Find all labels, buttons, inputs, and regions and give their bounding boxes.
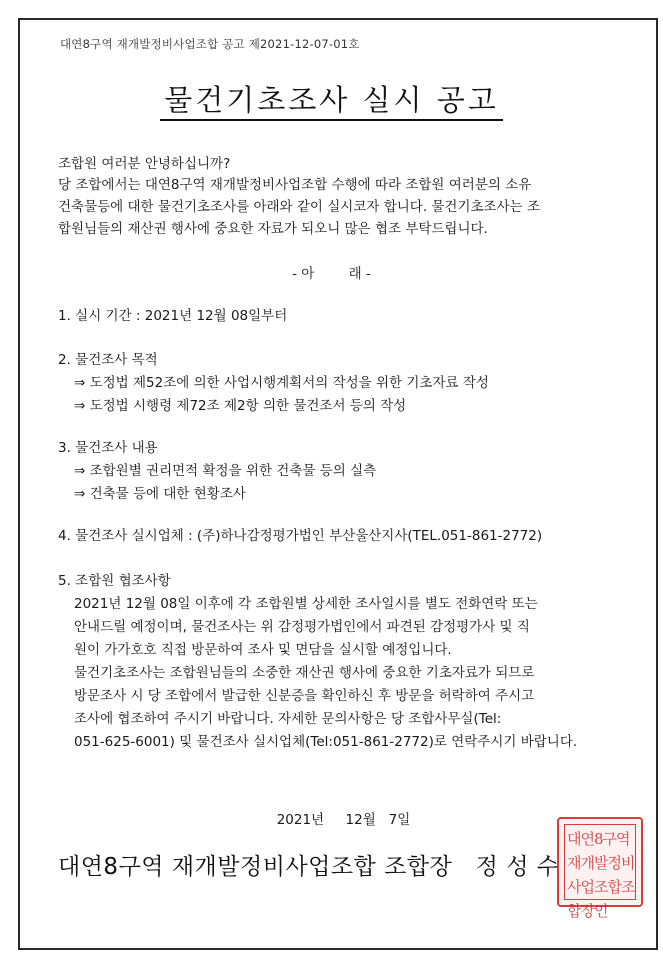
section-5-line: 안내드릴 예정이며, 물건조사는 위 감정평가법인에서 파견된 감정평가사 및 직 <box>74 619 530 635</box>
section-3-heading: 3. 물건조사 내용 <box>58 440 158 456</box>
signature-line: 대연8구역 재개발정비사업조합 조합장 정 성 수 <box>58 854 560 880</box>
intro-line-1: 조합원 여러분 안녕하십니까? <box>58 156 231 172</box>
below-marker: - 아 래 - <box>292 266 371 282</box>
section-5-line: 방문조사 시 당 조합에서 발급한 신분증을 확인하신 후 방문을 허락하여 주시고 <box>74 688 535 704</box>
section-2-item: ⇒ 도정법 제52조에 의한 사업시행계획서의 작성을 위한 기초자료 작성 <box>74 375 489 391</box>
section-3-item: ⇒ 건축물 등에 대한 현황조사 <box>74 486 246 502</box>
seal-lettering: 대연8구역재개발정비사업조합조합장인 <box>567 830 635 920</box>
intro-line-2: 당 조합에서는 대연8구역 재개발정비사업조합 수행에 따라 조합원 여러분의 소유 <box>58 177 532 193</box>
section-5-line: 물건기초조사는 조합원님들의 소중한 재산권 행사에 중요한 기초자료가 되므로 <box>74 665 535 681</box>
intro-line-4: 합원님들의 재산권 행사에 중요한 자료가 되오니 많은 협조 부탁드립니다. <box>58 221 488 237</box>
document-title-text: 물건기초조사 실시 공고 <box>160 83 503 121</box>
section-2-item: ⇒ 도정법 시행령 제72조 제2항 의한 물건조서 등의 작성 <box>74 398 407 414</box>
section-4-vendor: 4. 물건조사 실시업체 : (주)하나감정평가법인 부산울산지사(TEL.051-861-2772) <box>58 528 543 544</box>
section-5-line: 2021년 12월 08일 이후에 각 조합원별 상세한 조사일시를 별도 전화연락 또는 <box>74 596 538 612</box>
intro-line-3: 건축물등에 대한 물건기초조사를 아래와 같이 실시코자 합니다. 물건기초조사는 조 <box>58 199 541 215</box>
section-1-period: 1. 실시 기간 : 2021년 12월 08일부터 <box>58 308 288 324</box>
notice-reference-number: 대연8구역 재개발정비사업조합 공고 제2021-12-07-01호 <box>60 37 360 51</box>
notice-date: 2021년 12월 7일 <box>276 812 411 828</box>
section-5-line: 051-625-6001) 및 물건조사 실시업체(Tel:051-861-2772)로 연락주시기 바랍니다. <box>74 734 578 750</box>
section-5-heading: 5. 조합원 협조사항 <box>58 573 171 589</box>
document-title <box>0 78 663 119</box>
section-5-line: 원이 가가호호 직접 방문하여 조사 및 면담을 실시할 예정입니다. <box>74 642 452 658</box>
section-2-heading: 2. 물건조사 목적 <box>58 352 158 368</box>
official-seal-stamp <box>557 817 643 920</box>
section-3-item: ⇒ 조합원별 권리면적 확정을 위한 건축물 등의 실측 <box>74 463 377 479</box>
section-5-line: 조사에 협조하여 주시기 바랍니다. 자세한 문의사항은 당 조합사무실(Tel: <box>74 711 502 727</box>
